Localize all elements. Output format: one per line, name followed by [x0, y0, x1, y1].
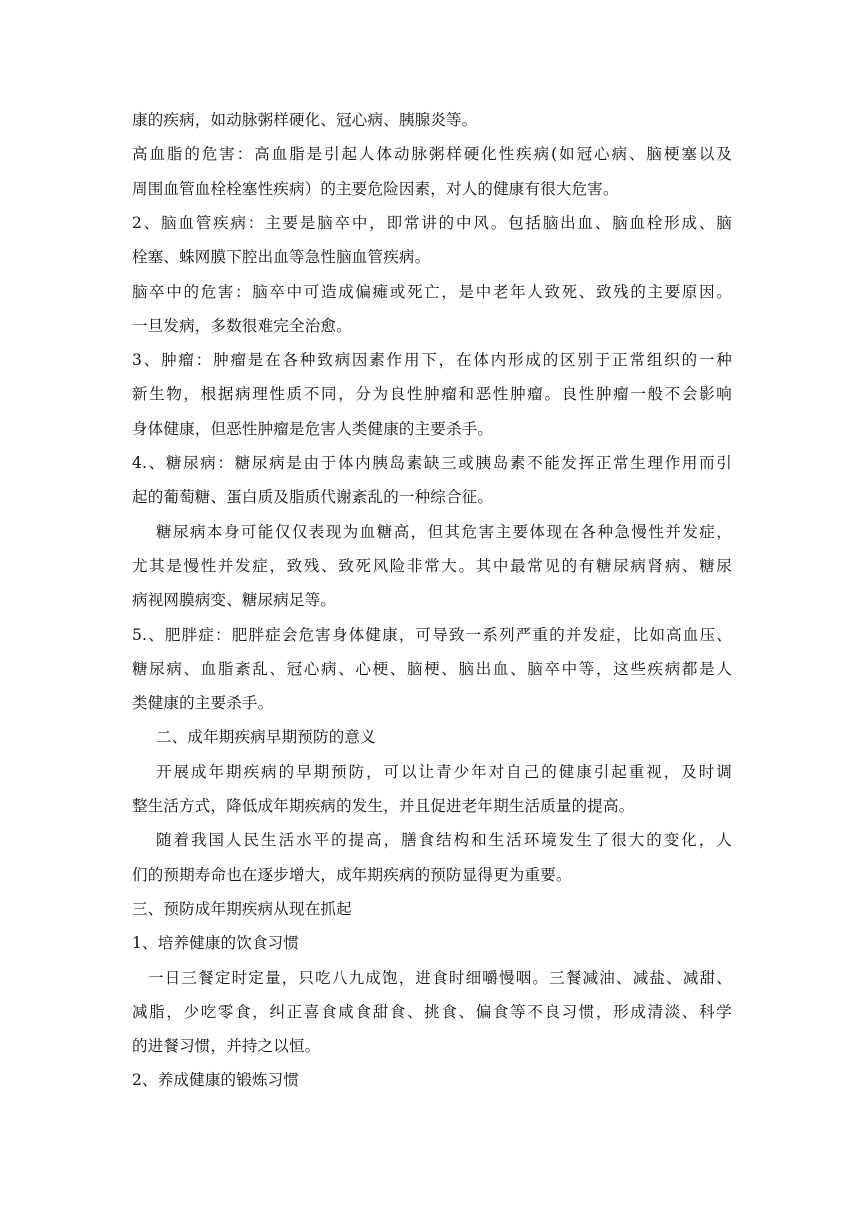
text-line: 3、肿瘤：肿瘤是在各种致病因素作用下，在体内形成的区别于正常组织的一种 [132, 351, 732, 370]
text-line: 整生活方式，降低成年期疾病的发生，并且促进老年期生活质量的提高。 [132, 797, 635, 815]
text-line: 5.、肥胖症：肥胖症会危害身体健康，可导致一系列严重的并发症，比如高血压、 [132, 625, 732, 644]
text-line: 新生物，根据病理性质不同，分为良性肿瘤和恶性肿瘤。良性肿瘤一般不会影响 [132, 385, 732, 404]
text-line: 栓塞、蛛网膜下腔出血等急性脑血管疾病。 [132, 248, 431, 267]
text-line: 糖尿病本身可能仅仅表现为血糖高，但其危害主要体现在各种急慢性并发症， [156, 522, 732, 541]
text-line: 4.、糖尿病：糖尿病是由于体内胰岛素缺三或胰岛素不能发挥正常生理作用而引 [132, 454, 732, 472]
text-line: 三、预防成年期疾病从现在抓起 [132, 899, 352, 918]
text-line: 1、培养健康的饮食习惯 [132, 934, 300, 953]
text-line: 起的葡萄糖、蛋白质及脂质代谢紊乱的一种综合征。 [132, 488, 494, 507]
text-line: 尤其是慢性并发症，致残、致死风险非常大。其中最常见的有糖尿病肾病、糖尿 [132, 556, 732, 575]
text-line: 的进餐习惯，并持之以恒。 [132, 1037, 321, 1056]
text-line: 2、养成健康的锻炼习惯 [132, 1071, 300, 1090]
text-line: 身体健康，但恶性肿瘤是危害人类健康的主要杀手。 [132, 419, 494, 438]
text-line: 高血脂的危害：高血脂是引起人体动脉粥样硬化性疾病(如冠心病、脑梗塞以及 [132, 145, 732, 164]
text-line: 病视网膜病变、糖尿病足等。 [132, 591, 337, 610]
text-line: 类健康的主要杀手。 [132, 694, 274, 713]
text-line: 随着我国人民生活水平的提高，膳食结构和生活环境发生了很大的变化，人 [156, 831, 732, 850]
text-line: 脑卒中的危害：脑卒中可造成偏瘫或死亡，是中老年人致死、致残的主要原因。 [132, 282, 732, 301]
text-line: 减脂，少吃零食，纠正喜食咸食甜食、挑食、偏食等不良习惯，形成清淡、科学 [132, 1002, 732, 1021]
text-line: 糖尿病、血脂紊乱、冠心病、心梗、脑梗、脑出血、脑卒中等，这些疾病都是人 [132, 659, 732, 678]
text-line: 2、脑血管疾病：主要是脑卒中，即常讲的中风。包括脑出血、脑血栓形成、脑 [132, 213, 732, 232]
text-line: 一日三餐定时定量，只吃八九成饱，进食时细嚼慢咽。三餐减油、减盐、减甜、 [148, 968, 732, 987]
text-line: 们的预期寿命也在逐步增大，成年期疾病的预防显得更为重要。 [132, 865, 572, 884]
text-line: 一旦发病，多数很难完全治愈。 [132, 316, 352, 335]
text-line: 开展成年期疾病的早期预防，可以让青少年对自己的健康引起重视，及时调 [156, 762, 732, 781]
text-line: 二、成年期疾病早期预防的意义 [156, 728, 376, 747]
text-line: 康的疾病，如动脉粥样硬化、冠心病、胰腺炎等。 [132, 111, 478, 129]
text-line: 周围血管血栓栓塞性疾病）的主要危险因素，对人的健康有很大危害。 [132, 179, 619, 198]
